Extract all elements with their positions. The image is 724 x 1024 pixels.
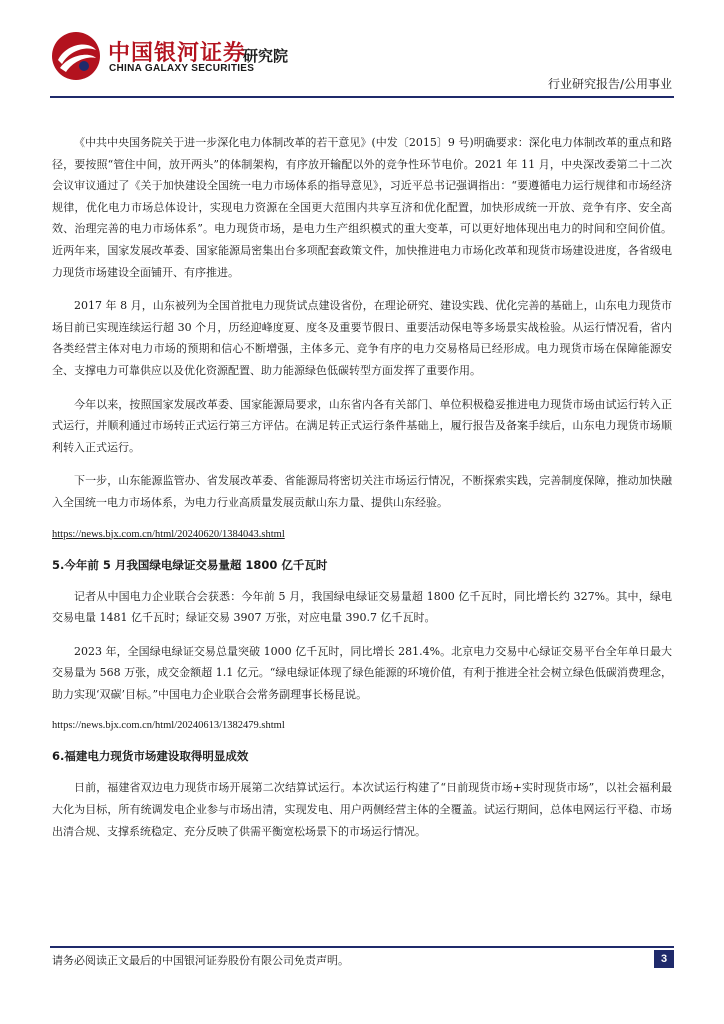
page-number: 3 — [654, 950, 674, 968]
section-heading: 5.今年前 5 月我国绿电绿证交易量超 1800 亿千瓦时 — [52, 557, 328, 572]
source-link[interactable]: https://news.bjx.com.cn/html/20240613/1382479.shtml — [52, 720, 285, 732]
header-divider — [50, 96, 674, 98]
brand-suffix: 研究院 — [243, 47, 289, 65]
paragraph: 今年以来，按照国家发展改革委、国家能源局要求，山东省内各有关部门、单位积极稳妥推进电力现货市场由试运行转入正式运行，并顺利通过市场转正式运行第三方评估。在满足转正式运行条件基础上，履行报告及备案手续后，山东电力现货市场顺利转入正式运行。 — [52, 397, 672, 454]
paragraph: 记者从中国电力企业联合会获悉：今年前 5 月，我国绿电绿证交易量超 1800 亿千瓦时，同比增长约 327%。其中，绿电交易电量 1481 亿千瓦时；绿证交易 3907 万张，对应电量 390.7 亿千瓦时。 — [52, 589, 672, 625]
page-header — [0, 0, 724, 100]
paragraph: 《中共中央国务院关于进一步深化电力体制改革的若干意见》(中发〔2015〕9 号)明确要求：深化电力体制改革的重点和路径，要按照“管住中间，放开两头”的体制架构，有序放开输配以外的竞争性环节电价。2021 年 11 月，中央深改委第二十二次会议审议通过了《关于加快建设全国统一电力市场体系的指导意见》，习近平总书记强调指出：“要遵循电力运行规律和市场经济规律，优化电力市场总体设计，实现电力资源在全国更大范围内共享互济和优化配置，加快形成统一开放、竞争有序、安全高效、治理完善的电力市场体系”。电力现货市场，是电力生产组织模式的重大变革，可以更好地体现出电力的时间和空间价值。近两年来，国家发展改革委、国家能源局密集出台多项配套政策文件，加快推进电力市场化改革和现货市场建设进度，各省级电力现货市场建设全面铺开、有序推进。 — [52, 136, 672, 279]
paragraph: 2017 年 8 月，山东被列为全国首批电力现货试点建设省份，在理论研究、建设实践、优化完善的基础上，山东电力现货市场目前已实现连续运行超 30 个月，历经迎峰度夏、度冬及重要节假日、重要活动保电等多场景实战检验。从运行情况看，省内各类经营主体对电力市场的预期和信心不断增强，主体多元、竞争有序的电力交易格局已经形成。电力现货市场在保障能源安全、支撑电力可靠供应以及优化资源配置、助力能源绿色低碳转型方面发挥了重要作用。 — [52, 299, 672, 377]
brand-name-cn: 中国银河证券 — [108, 41, 247, 66]
section-heading: 6.福建电力现货市场建设取得明显成效 — [52, 749, 249, 764]
paragraph: 2023 年，全国绿电绿证交易总量突破 1000 亿千瓦时，同比增长 281.4%。北京电力交易中心绿证交易平台全年单日最大交易量为 568 万张，成交金额超 1.1 亿元。“绿电绿证体现了绿色能源的环境价值，有利于推进全社会树立绿色低碳消费理念，助力实现‘双碳’目标。”中国电力企业联合会常务副理事长杨昆说。 — [52, 644, 672, 701]
report-type: 行业研究报告/公用事业 — [547, 77, 672, 91]
main-content — [52, 132, 672, 854]
source-link[interactable]: https://news.bjx.com.cn/html/20240620/1384043.shtml — [52, 528, 285, 540]
footer-divider — [50, 946, 674, 948]
brand-name-en: CHINA GALAXY SECURITIES — [109, 63, 255, 74]
footer-disclaimer: 请务必阅读正文最后的中国银河证券股份有限公司免责声明。 — [52, 954, 349, 967]
paragraph: 下一步，山东能源监管办、省发展改革委、省能源局将密切关注市场运行情况，不断探索实践，完善制度保障，推动加快融入全国统一电力市场体系，为电力行业高质量发展贡献山东力量、提供山东经验。 — [52, 474, 672, 509]
galaxy-logo-icon — [50, 30, 102, 82]
paragraph: 日前，福建省双边电力现货市场开展第二次结算试运行。本次试运行构建了“日前现货市场+实时现货市场”，以社会福利最大化为目标，所有统调发电企业参与市场出清，实现发电、用户两侧经营主体的全覆盖。试运行期间，总体电网运行平稳、市场出清合规、支撑系统稳定、充分反映了供需平衡宽松场景下的市场运行情况。 — [52, 781, 672, 838]
